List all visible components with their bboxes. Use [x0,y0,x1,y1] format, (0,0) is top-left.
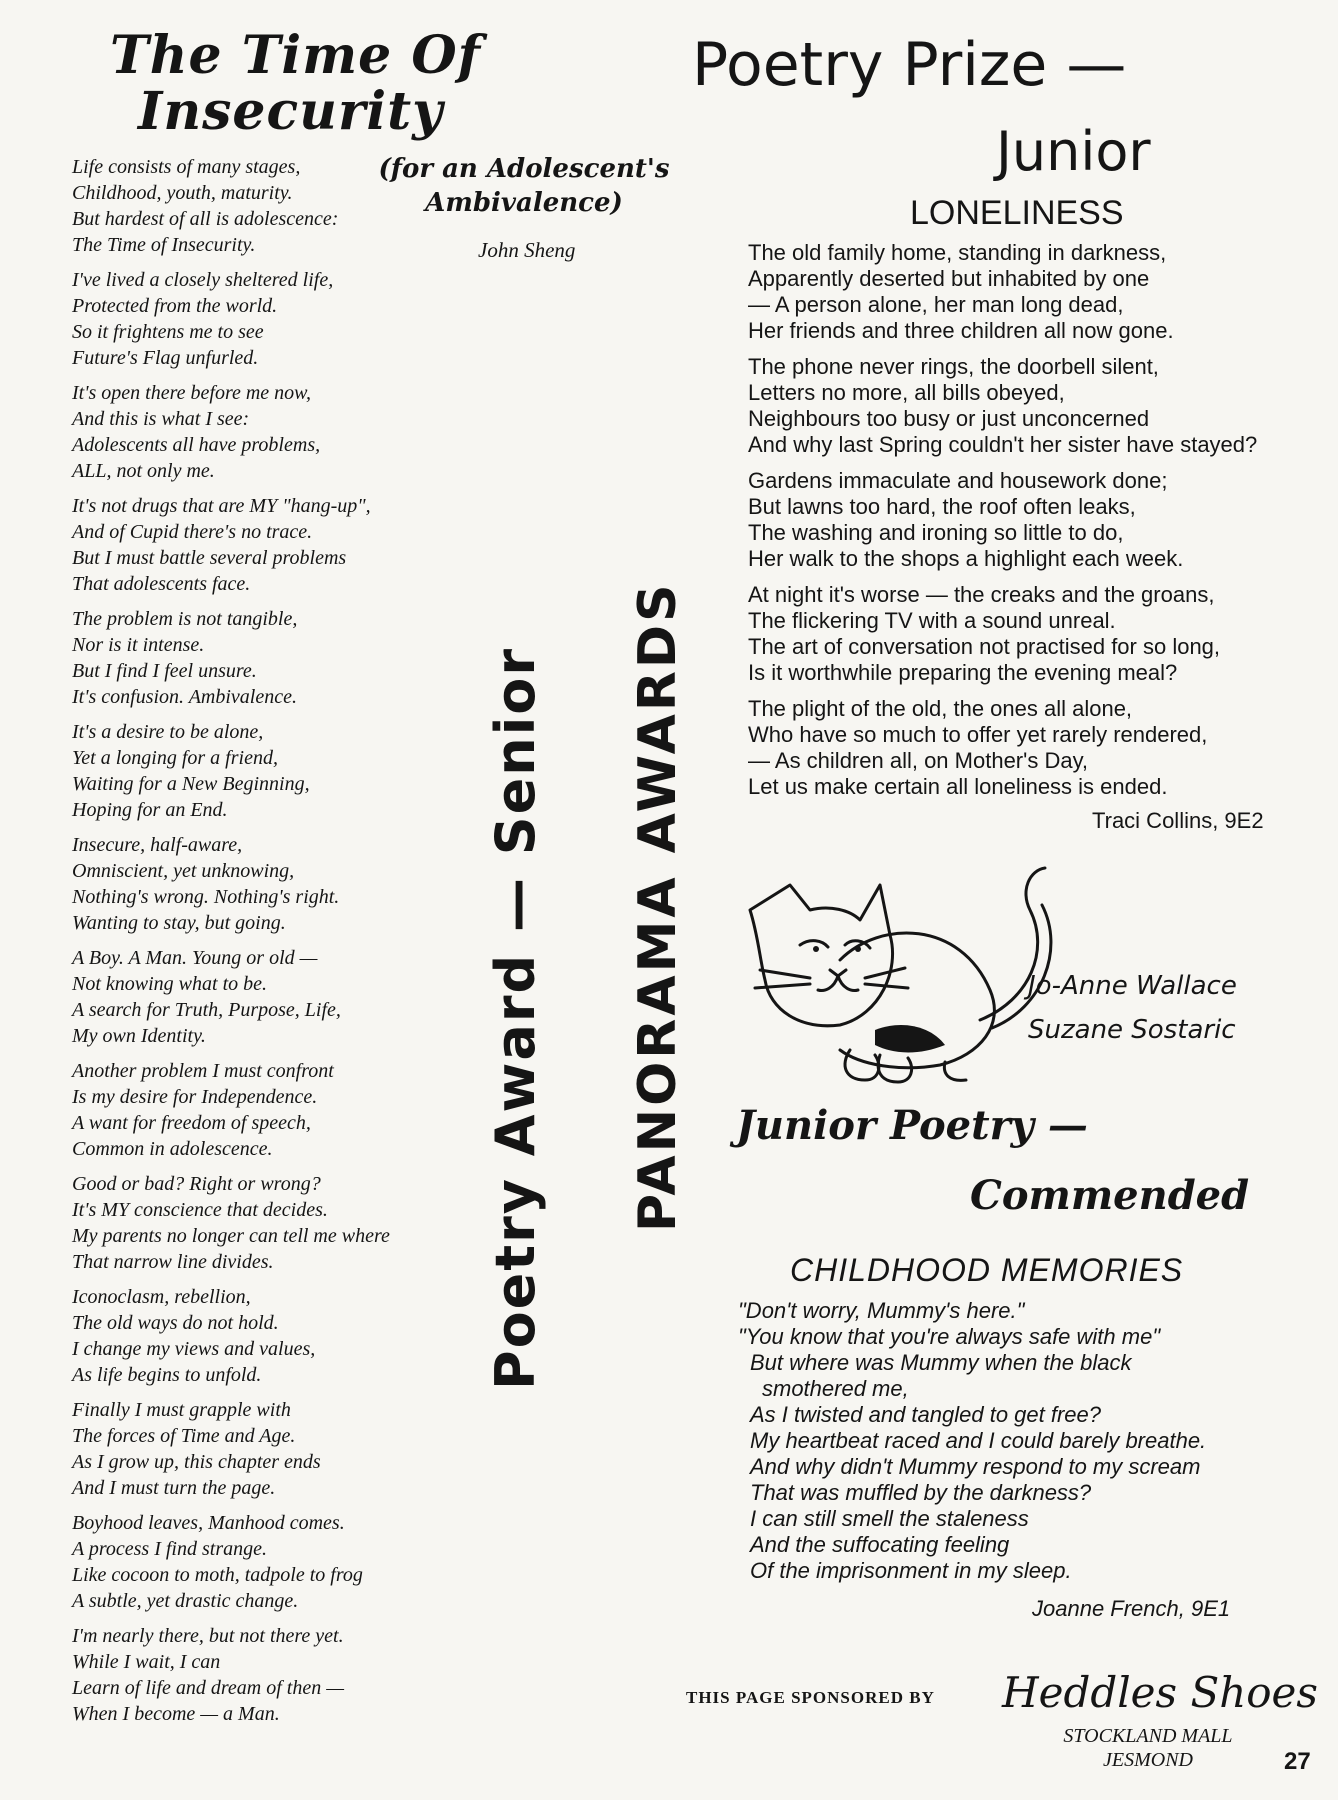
poem-line: But I find I feel unsure. [72,660,257,682]
stanza [72,267,542,371]
stanza [72,1510,542,1614]
poem-line: The forces of Time and Age. [72,1425,296,1447]
poem-line: I'm nearly there, but not there yet. [72,1625,344,1647]
poem-line: As life begins to unfold. [72,1364,262,1386]
poem-line: When I become — a Man. [72,1703,280,1725]
poem-line: Wanting to stay, but going. [72,912,286,934]
poem-line: A process I find strange. [72,1538,267,1560]
poem-line: Her friends and three children all now gone. [748,318,1174,343]
poem-line: I can still smell the staleness [750,1506,1029,1531]
poem-line: smothered me, [762,1376,909,1401]
poem-line: I've lived a closely sheltered life, [72,269,334,291]
poem-line: As I grow up, this chapter ends [72,1451,321,1473]
childhood-memories-title: CHILDHOOD MEMORIES [790,1252,1184,1288]
poem-line: That narrow line divides. [72,1251,274,1273]
poem-line: Waiting for a New Beginning, [72,773,310,795]
poem-line: Gardens immaculate and housework done; [748,468,1168,493]
poem-line: Let us make certain all loneliness is ended. [748,774,1168,799]
poem-line: The plight of the old, the ones all alone, [748,696,1133,721]
poem-line: Who have so much to offer yet rarely rendered, [748,722,1208,747]
poem-line: — As children all, on Mother's Day, [748,748,1089,773]
poem-line: Her walk to the shops a highlight each week. [748,546,1184,571]
stanza [72,1058,542,1162]
poem-line: The flickering TV with a sound unreal. [748,608,1116,633]
sponsor-label: THIS PAGE SPONSORED BY [686,1688,935,1707]
prize-heading: Poetry Prize — [692,30,1127,100]
poem-line: Adolescents all have problems, [72,434,321,456]
poem-line: Is my desire for Independence. [72,1086,318,1108]
stanza [72,1171,542,1275]
poem-line: It's MY conscience that decides. [72,1199,328,1221]
left-poem-subtitle-line-1: (for an Adolescent's [378,154,670,184]
cat-illustration [730,850,1060,1090]
left-poem-author: John Sheng [478,238,576,262]
poem-line: Is it worthwhile preparing the evening meal? [748,660,1178,685]
poem-line: It's not drugs that are MY "hang-up", [72,495,371,517]
stanza [72,154,542,258]
poem-line: ALL, not only me. [72,460,215,482]
poem-line: Finally I must grapple with [72,1399,291,1421]
poem-line: The old family home, standing in darkness, [748,240,1167,265]
illustrator-name: Jo-Anne Wallace [1028,971,1237,1001]
sponsor-address-line: JESMOND [1103,1749,1193,1771]
poem-line: The washing and ironing so little to do, [748,520,1124,545]
stanza [72,493,542,597]
poem-line: As I twisted and tangled to get free? [750,1402,1102,1427]
poem-line: A Boy. A Man. Young or old — [72,947,318,969]
childhood-memories-body [738,1298,1298,1584]
stanza [72,1397,542,1501]
stanza [748,468,1308,572]
poem-line: And the suffocating feeling [750,1532,1010,1557]
prize-junior-heading: Junior [996,120,1151,183]
stanza [748,240,1308,344]
poem-line: Insecure, half-aware, [72,834,243,856]
commended-heading-line-2: Commended [970,1172,1250,1219]
stanza [72,606,542,710]
stanza [72,945,542,1049]
poem-line: Of the imprisonment in my sleep. [750,1558,1072,1583]
poem-line: Hoping for an End. [72,799,228,821]
poem-line: Learn of life and dream of then — [72,1677,345,1699]
senior-poetry-award-banner: Poetry Award — Senior [484,647,547,1390]
poem-line: The Time of Insecurity. [72,234,256,256]
poem-line: Iconoclasm, rebellion, [72,1286,251,1308]
left-poem-title-line-2: Insecurity [138,81,444,142]
poem-line: "Don't worry, Mummy's here." [738,1298,1025,1323]
stanza [748,354,1308,458]
poem-line: I change my views and values, [72,1338,316,1360]
poem-line: Letters no more, all bills obeyed, [748,380,1065,405]
loneliness-author: Traci Collins, 9E2 [1092,808,1264,833]
left-poem-subtitle-line-2: Ambivalence) [425,188,623,218]
panorama-awards-banner: PANORAMA AWARDS [628,581,688,1232]
poem-line: Nor is it intense. [72,634,205,656]
poem-line: Another problem I must confront [72,1060,334,1082]
poem-line: It's confusion. Ambivalence. [72,686,297,708]
poem-line: That was muffled by the darkness? [750,1480,1092,1505]
stanza [748,582,1308,686]
poem-line: Not knowing what to be. [72,973,267,995]
poem-line: So it frightens me to see [72,321,264,343]
poem-line: At night it's worse — the creaks and the groans, [748,582,1215,607]
poem-line: The art of conversation not practised for so long, [748,634,1221,659]
loneliness-poem-body [748,240,1308,810]
poem-line: Common in adolescence. [72,1138,273,1160]
poem-line: It's a desire to be alone, [72,721,264,743]
illustrator-name: Suzane Sostaric [1028,1015,1236,1045]
stanza [72,719,542,823]
poem-line: My own Identity. [72,1025,206,1047]
stanza [748,696,1308,800]
left-poem-title [110,25,630,142]
poem-line: The problem is not tangible, [72,608,298,630]
poem-line: The phone never rings, the doorbell silent, [748,354,1159,379]
poem-line: Protected from the world. [72,295,278,317]
poem-line: "You know that you're always safe with me" [738,1324,1161,1349]
poem-line: And I must turn the page. [72,1477,276,1499]
sponsor-address-line: STOCKLAND MALL [1063,1725,1233,1747]
poem-line: Nothing's wrong. Nothing's right. [72,886,340,908]
poem-line: Childhood, youth, maturity. [72,182,293,204]
poem-line: Apparently deserted but inhabited by one [748,266,1150,291]
stanza [72,1284,542,1388]
poem-line: My heartbeat raced and I could barely breathe. [750,1428,1207,1453]
poem-line: Good or bad? Right or wrong? [72,1173,321,1195]
poem-line: And of Cupid there's no trace. [72,521,313,543]
poem-line: It's open there before me now, [72,382,312,404]
poem-line: And why last Spring couldn't her sister have stayed? [748,432,1258,457]
sponsor-name: Heddles Shoes [1002,1668,1318,1717]
left-poem-title-line-1: The Time Of [110,25,482,86]
childhood-memories-author: Joanne French, 9E1 [1032,1596,1231,1621]
loneliness-title: LONELINESS [910,194,1124,232]
stanza [72,1623,542,1727]
poem-line: A subtle, yet drastic change. [72,1590,299,1612]
poem-line: But I must battle several problems [72,547,347,569]
left-poem-body [72,154,542,1736]
poem-line: Omniscient, yet unknowing, [72,860,295,882]
poem-line: Life consists of many stages, [72,156,301,178]
illustrator-credits [1028,964,1237,1052]
poem-line: That adolescents face. [72,573,251,595]
sponsor-address [1038,1724,1258,1772]
poem-line: While I wait, I can [72,1651,221,1673]
poem-line: And this is what I see: [72,408,250,430]
poem-line: My parents no longer can tell me where [72,1225,390,1247]
commended-heading-line-1: Junior Poetry — [736,1102,1088,1149]
poem-line: Future's Flag unfurled. [72,347,259,369]
poem-line: A search for Truth, Purpose, Life, [72,999,341,1021]
poem-line: And why didn't Mummy respond to my scream [750,1454,1201,1479]
poem-line: But hardest of all is adolescence: [72,208,339,230]
poem-line: Like cocoon to moth, tadpole to frog [72,1564,363,1586]
poem-line: Neighbours too busy or just unconcerned [748,406,1150,431]
poem-line: But where was Mummy when the black [750,1350,1132,1375]
poem-line: Boyhood leaves, Manhood comes. [72,1512,345,1534]
stanza [72,832,542,936]
page-number: 27 [1284,1748,1311,1775]
poem-line: But lawns too hard, the roof often leaks, [748,494,1136,519]
poem-line: — A person alone, her man long dead, [748,292,1124,317]
poem-line: A want for freedom of speech, [72,1112,311,1134]
poem-line: Yet a longing for a friend, [72,747,278,769]
stanza [72,380,542,484]
poem-line: The old ways do not hold. [72,1312,279,1334]
